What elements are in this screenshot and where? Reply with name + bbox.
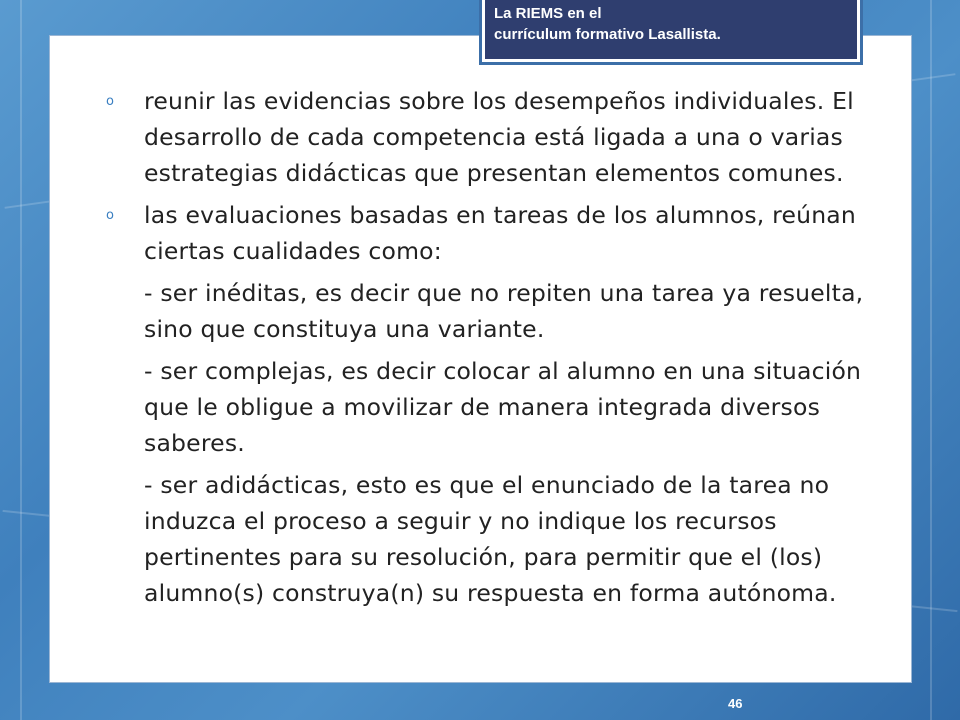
slide-title-line-2: currículum formativo Lasallista.: [494, 26, 721, 43]
background-decor: [930, 0, 932, 720]
bullet-text: las evaluaciones basadas en tareas de los alumnos, reúnan ciertas cualidades como:: [144, 201, 856, 265]
page-number: 46: [728, 696, 743, 711]
bullet-item: [88, 83, 903, 191]
slide-title-line-1: La RIEMS en el: [494, 5, 602, 22]
bullet-circle-icon: o: [106, 94, 115, 109]
bullet-circle-icon: o: [106, 208, 115, 223]
bullet-text: reunir las evidencias sobre los desempeños individuales. El desarrollo de cada competencia está ligada a una o varias estrategias didácticas que presentan elementos comunes.: [144, 87, 854, 187]
sub-item: - ser complejas, es decir colocar al alumno en una situación que le obligue a movilizar de manera integrada diversos saberes.: [144, 357, 862, 457]
slide-body: [88, 83, 903, 617]
background-decor: [20, 0, 22, 720]
slide-title-box: [482, 0, 860, 62]
sub-item: - ser adidácticas, esto es que el enunciado de la tarea no induzca el proceso a seguir y no indique los recursos pertinentes para su resolución, para permitir que el (los) alumno(s) construya(n) su respuesta en forma autónoma.: [144, 471, 837, 607]
bullet-item: [88, 197, 903, 269]
sub-item: - ser inéditas, es decir que no repiten una tarea ya resuelta, sino que constituya una variante.: [144, 279, 864, 343]
